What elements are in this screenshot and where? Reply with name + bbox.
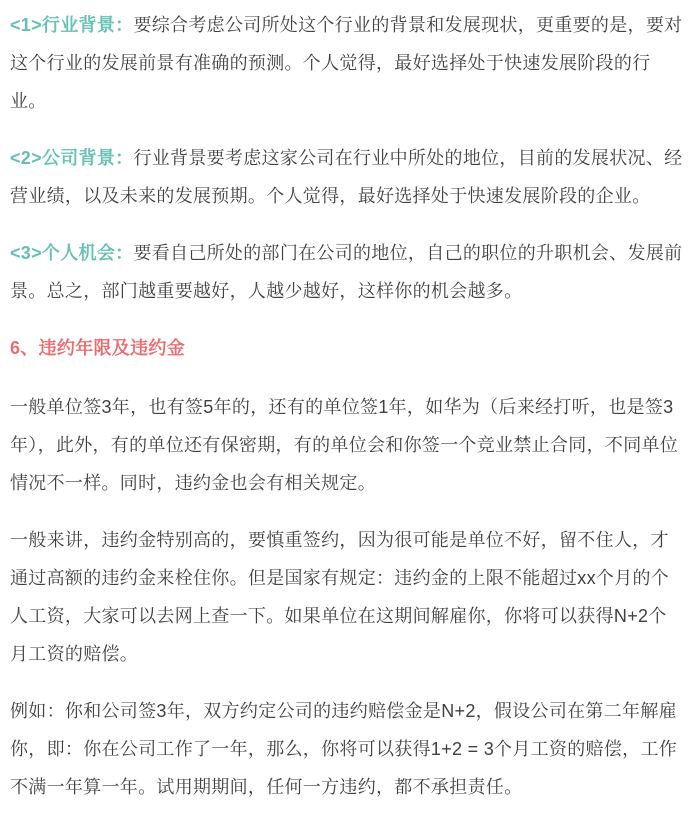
point-industry-background [10, 6, 683, 120]
paragraph-contract-years: 一般单位签3年，也有签5年的，还有的单位签1年，如华为（后来经打听，也是签3年），此外，有的单位还有保密期，有的单位会和你签一个竞业禁止合同，不同单位情况不一样。同时，违约金也会有相关规定。 [10, 397, 679, 493]
personal-opportunity-text: 要看自己所处的部门在公司的地位，自己的职位的升职机会、发展前景。总之，部门越重要越好，人越少越好，这样你的机会越多。 [10, 243, 683, 301]
personal-opportunity-label: <3>个人机会： [10, 243, 134, 263]
industry-background-label: <1>行业背景： [10, 15, 134, 35]
section-heading-breach-terms: 6、违约年限及违约金 [10, 338, 186, 358]
point-personal-opportunity [10, 234, 683, 310]
paragraph-penalty-rules: 一般来讲，违约金特别高的，要慎重签约，因为很可能是单位不好，留不住人，才通过高额的违约金来栓住你。但是国家有规定：违约金的上限不能超过xx个月的个人工资，大家可以去网上查一下。如果单位在这期间解雇你，你将可以获得N+2个月工资的赔偿。 [10, 530, 670, 664]
point-company-background [10, 139, 683, 215]
company-background-label: <2>公司背景： [10, 148, 134, 168]
paragraph-penalty-example: 例如：你和公司签3年，双方约定公司的违约赔偿金是N+2，假设公司在第二年解雇你，即：你在公司工作了一年，那么，你将可以获得1+2 = 3个月工资的赔偿，工作不满一年算一年。试用期期间，任何一方违约，都不承担责任。 [10, 701, 678, 797]
industry-background-text: 要综合考虑公司所处这个行业的背景和发展现状，更重要的是，要对这个行业的发展前景有准确的预测。个人觉得，最好选择处于快速发展阶段的行业。 [10, 15, 683, 111]
company-background-text: 行业背景要考虑这家公司在行业中所处的地位，目前的发展状况、经营业绩，以及未来的发展预期。个人觉得，最好选择处于快速发展阶段的企业。 [10, 148, 683, 206]
